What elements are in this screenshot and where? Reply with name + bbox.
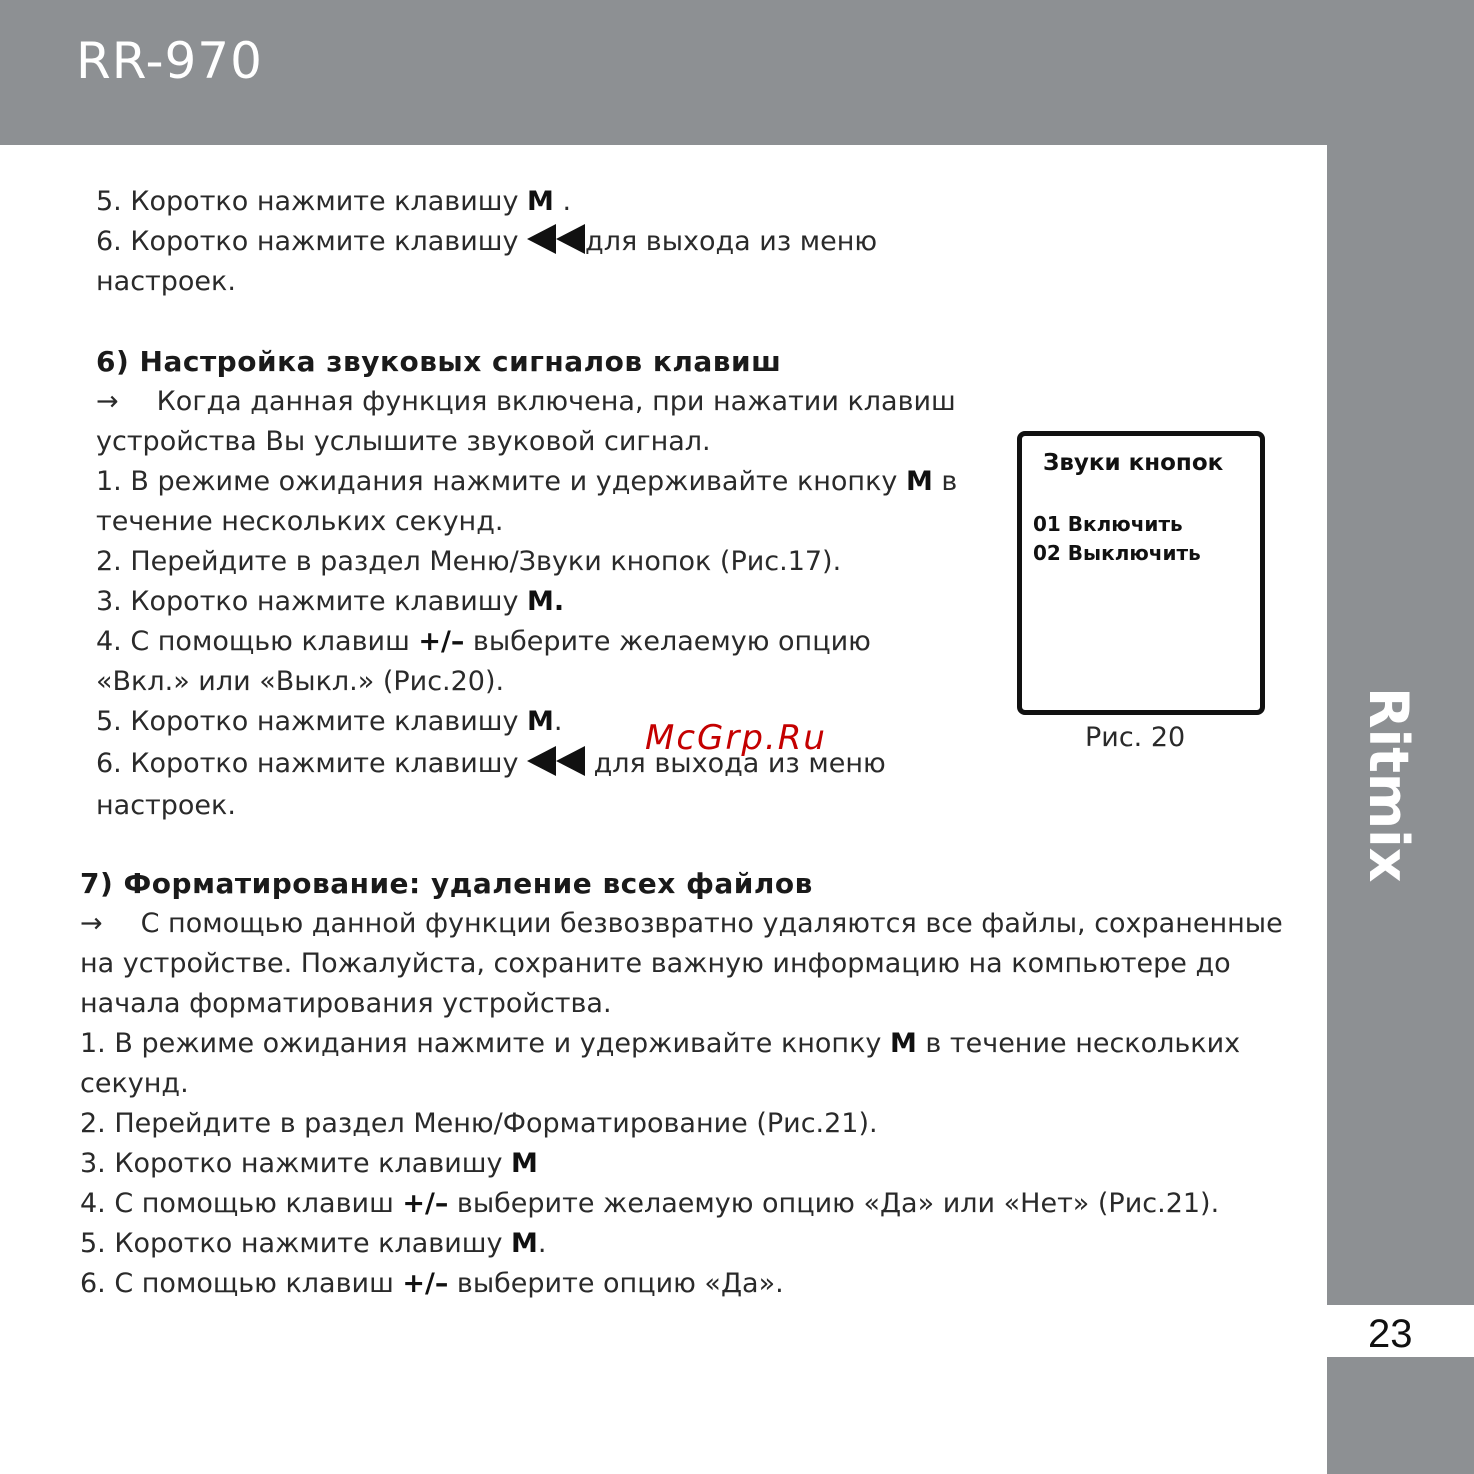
section-6-step-2: 2. Перейдите в раздел Меню/Звуки кнопок (Рис.17). <box>96 546 842 577</box>
rewind-icon <box>527 746 585 776</box>
arrow-right-icon: → <box>96 386 119 417</box>
section-7-step-6: 6. С помощью клавиш +/– выберите опцию «Да». <box>80 1268 784 1299</box>
figure-caption: Рис. 20 <box>1085 722 1186 753</box>
section-7-step-4: 4. С помощью клавиш +/– выберите желаемую опцию «Да» или «Нет» (Рис.21). <box>80 1188 1220 1219</box>
prev-step-6-cont: настроек. <box>96 266 236 297</box>
brand-logo: Ritmix <box>1357 687 1420 883</box>
section-7-intro-cont: на устройстве. Пожалуйста, сохраните важную информацию на компьютере до <box>80 948 1231 979</box>
section-6-intro: → Когда данная функция включена, при нажатии клавиш <box>96 386 956 417</box>
section-7-step-2: 2. Перейдите в раздел Меню/Форматирование (Рис.21). <box>80 1108 878 1139</box>
section-6-step-5: 5. Коротко нажмите клавишу M. <box>96 706 563 737</box>
arrow-right-icon: → <box>80 908 103 939</box>
page-number: 23 <box>1368 1312 1413 1356</box>
section-7-title: 7) Форматирование: удаление всех файлов <box>80 867 813 900</box>
watermark: McGrp.Ru <box>645 718 827 758</box>
section-7-step-1: 1. В режиме ожидания нажмите и удерживайте кнопку M в течение нескольких <box>80 1028 1241 1059</box>
screen-title: Звуки кнопок <box>1043 450 1224 476</box>
model-title: RR-970 <box>76 32 263 90</box>
footer-band <box>1327 1357 1474 1474</box>
section-6-title: 6) Настройка звуковых сигналов клавиш <box>96 345 782 378</box>
section-6-step-6-cont: настроек. <box>96 790 236 821</box>
section-7-step-1-cont: секунд. <box>80 1068 189 1099</box>
section-6-step-1-cont: течение нескольких секунд. <box>96 506 504 537</box>
section-7-intro: → С помощью данной функции безвозвратно удаляются все файлы, сохраненные <box>80 908 1283 939</box>
section-6-step-3: 3. Коротко нажмите клавишу M. <box>96 586 565 617</box>
screen-option-off: 02 Выключить <box>1033 541 1201 565</box>
prev-step-6: 6. Коротко нажмите клавишу для выхода из меню <box>96 226 878 257</box>
prev-step-5: 5. Коротко нажмите клавишу M . <box>96 186 572 217</box>
section-6-intro-cont: устройства Вы услышите звуковой сигнал. <box>96 426 711 457</box>
section-7-intro-cont-2: начала форматирования устройства. <box>80 988 612 1019</box>
section-6-step-6: 6. Коротко нажмите клавишу для выхода из меню <box>96 748 886 779</box>
screen-option-on: 01 Включить <box>1033 512 1183 536</box>
section-7-step-3: 3. Коротко нажмите клавишу M <box>80 1148 538 1179</box>
section-6-step-4: 4. С помощью клавиш +/– выберите желаемую опцию <box>96 626 871 657</box>
section-6-step-4-cont: «Вкл.» или «Выкл.» (Рис.20). <box>96 666 505 697</box>
rewind-icon <box>527 224 585 254</box>
section-6-step-1: 1. В режиме ожидания нажмите и удерживайте кнопку M в <box>96 466 958 497</box>
section-7-step-5: 5. Коротко нажмите клавишу M. <box>80 1228 547 1259</box>
